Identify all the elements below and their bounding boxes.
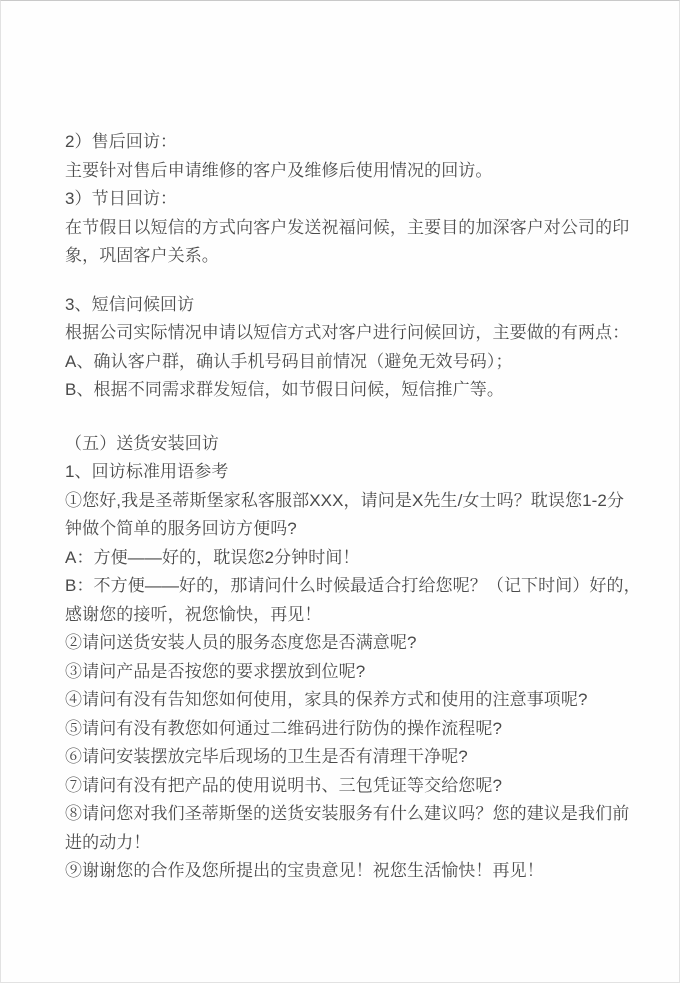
script-step-3: ③请问产品是否按您的要求摆放到位呢?	[65, 661, 366, 681]
subheading-holiday-followup: 3）节日回访：	[65, 189, 178, 208]
script-step-1: ①您好,我是圣蒂斯堡家私客服部XXX，请问是X先生/女士吗？耽误您1-2分	[65, 490, 625, 510]
list-item-a: A、确认客户群，确认手机号码目前情况（避免无效号码）；	[65, 351, 513, 371]
script-step-9: ⑨谢谢您的合作及您所提出的宝贵意见！祝您生活愉快！再见！	[65, 861, 544, 880]
subheading-aftersales-followup: 2）售后回访：	[65, 132, 178, 151]
doc-line: 在节假日以短信的方式向客户发送祝福问候，主要目的加深客户对公司的印	[65, 217, 630, 237]
heading-delivery-install-followup: （五）送货安装回访	[65, 433, 219, 453]
script-step-6: ⑥请问安装摆放完毕后现场的卫生是否有清理干净呢?	[65, 747, 468, 766]
script-step-8-cont: 进的动力！	[65, 832, 151, 852]
script-step-2: ②请问送货安装人员的服务态度您是否满意呢?	[65, 633, 417, 652]
script-step-1-cont: 钟做个简单的服务回访方便吗?	[65, 519, 297, 538]
script-option-b: B：不方便——好的，那请问什么时候最适合打给您呢？（记下时间）好的，	[65, 576, 641, 595]
script-option-a: A：方便——好的，耽误您2分钟时间！	[65, 547, 360, 567]
doc-line: 象，巩固客户关系。	[65, 246, 219, 265]
subheading-script-reference: 1、回访标准用语参考	[65, 462, 229, 481]
document-body	[65, 128, 641, 886]
script-option-b-cont: 感谢您的接听，祝您愉快，再见！	[65, 604, 322, 624]
doc-line: 根据公司实际情况申请以短信方式对客户进行问候回访，主要做的有两点：	[65, 323, 630, 342]
doc-line: 主要针对售后申请维修的客户及维修后使用情况的回访。	[65, 160, 493, 180]
script-step-8: ⑧请问您对我们圣蒂斯堡的送货安装服务有什么建议吗？您的建议是我们前	[65, 804, 630, 823]
script-step-5: ⑤请问有没有教您如何通过二维码进行防伪的操作流程呢?	[65, 718, 503, 738]
script-step-7: ⑦请问有没有把产品的使用说明书、三包凭证等交给您呢?	[65, 775, 503, 795]
heading-sms-greeting-followup: 3、短信问候回访	[65, 294, 195, 314]
script-step-4: ④请问有没有告知您如何使用，家具的保养方式和使用的注意事项呢?	[65, 690, 588, 709]
list-item-b: B、根据不同需求群发短信，如节假日问候，短信推广等。	[65, 380, 504, 399]
